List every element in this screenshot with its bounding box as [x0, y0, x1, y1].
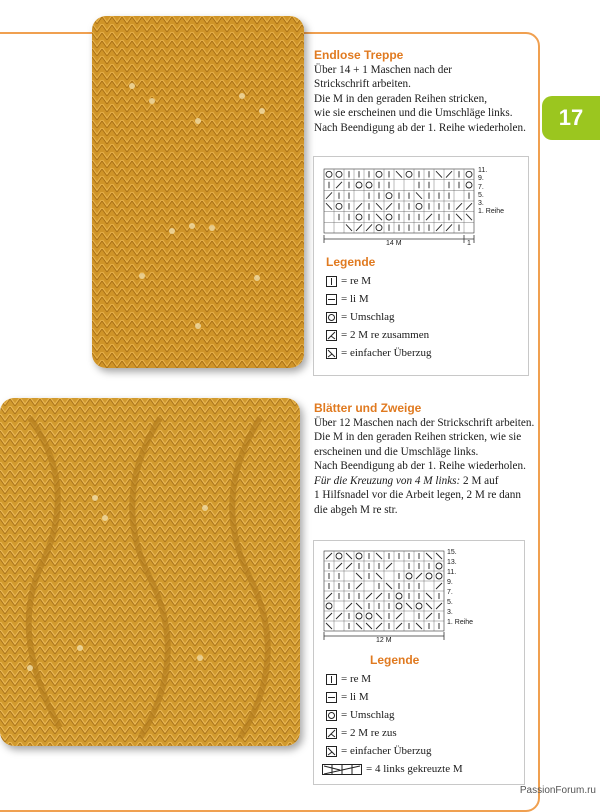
k2tog-symbol: [386, 203, 392, 209]
section1-legend: [326, 255, 432, 362]
ssk-symbol: [466, 214, 472, 220]
yarn-over-symbol: [336, 203, 342, 209]
k2tog-symbol: [356, 224, 362, 230]
chart2-row-label: 3.: [447, 609, 453, 616]
yarn-over-symbol: [396, 603, 402, 609]
yarn-over-symbol: [356, 553, 362, 559]
cable-cross-icon: [322, 764, 362, 775]
yarn-over-symbol: [366, 182, 372, 188]
section1-text: [314, 48, 534, 135]
k2tog-symbol: [386, 563, 392, 569]
chart2-row-label: 7.: [447, 589, 453, 596]
legend-item: [326, 670, 524, 688]
legend-item: [326, 272, 432, 290]
legend-item: [326, 742, 524, 760]
legend-text: = 2 M re zusammen: [341, 329, 430, 341]
chart2-row-label: 13.: [447, 559, 457, 566]
ssk-icon: [326, 348, 337, 359]
yarn-over-symbol: [386, 193, 392, 199]
k2tog-symbol: [436, 603, 442, 609]
legend-text: = 4 links gekreuzte M: [366, 763, 463, 775]
yarn-over-symbol: [376, 171, 382, 177]
yarn-over-symbol: [326, 603, 332, 609]
legend-item: [326, 290, 432, 308]
legend-text: = einfacher Überzug: [341, 745, 432, 757]
legend-text: = Umschlag: [341, 311, 395, 323]
italic-lead: Für die Kreuzung von 4 M links:: [314, 474, 461, 487]
k2tog-symbol: [336, 613, 342, 619]
ssk-symbol: [346, 224, 352, 230]
k2tog-symbol: [346, 563, 352, 569]
section2-line: Über 12 Maschen nach der Strickschrift arbeiten.: [314, 416, 535, 429]
ssk-symbol: [426, 593, 432, 599]
chart2-row-label: 9.: [447, 579, 453, 586]
ssk-symbol: [366, 623, 372, 629]
ssk-symbol: [416, 192, 422, 198]
k2tog-symbol: [336, 563, 342, 569]
k2tog-symbol: [376, 623, 382, 629]
k2tog-symbol: [426, 214, 432, 220]
section2-line: erscheinen und die Umschläge links.: [314, 445, 479, 458]
yarn-over-symbol: [376, 225, 382, 231]
swatch-photo-blaetter-und-zweige: [0, 398, 300, 746]
chart1-row-label: 3.: [478, 200, 484, 208]
section2-italic-line: [314, 474, 544, 489]
yarn-over-icon: [326, 710, 337, 721]
legend-title: Legende: [326, 255, 376, 269]
chart2-row-label: 15.: [447, 549, 457, 556]
chart1-row-label: 9.: [478, 175, 484, 183]
yarn-over-symbol: [406, 573, 412, 579]
legend-item: [326, 706, 524, 724]
k2tog-icon: [326, 330, 337, 341]
chart2-row-label: 5.: [447, 599, 453, 606]
k2tog-symbol: [346, 603, 352, 609]
ssk-symbol: [386, 583, 392, 589]
ssk-symbol: [326, 623, 332, 629]
legend-title: Legende: [370, 653, 420, 667]
k2tog-symbol: [366, 593, 372, 599]
section2-line: Die M in den geraden Reihen stricken, wie sie: [314, 431, 522, 443]
chart1-row-label: 7.: [478, 183, 484, 191]
yarn-over-symbol: [436, 563, 442, 569]
section1-line: Nach Beendigung ab der 1. Reihe wiederholen.: [314, 121, 526, 134]
knit-stitch-icon: [326, 276, 337, 287]
yarn-over-symbol: [336, 553, 342, 559]
legend-item: [326, 344, 432, 362]
k2tog-symbol: [436, 224, 442, 230]
ssk-symbol: [376, 573, 382, 579]
ssk-symbol: [436, 553, 442, 559]
ssk-symbol: [326, 203, 332, 209]
ssk-symbol: [346, 553, 352, 559]
section2-legend: [314, 653, 524, 778]
legend-item: [322, 760, 524, 778]
yarn-over-symbol: [356, 182, 362, 188]
ssk-symbol: [376, 613, 382, 619]
k2tog-symbol: [336, 182, 342, 188]
yarn-over-symbol: [386, 214, 392, 220]
purl-stitch-icon: [326, 294, 337, 305]
section2-title: Blätter und Zweige: [314, 401, 422, 415]
section1-line: wie sie erscheinen und die Umschläge links.: [314, 107, 513, 119]
k2tog-symbol: [436, 583, 442, 589]
yarn-over-symbol: [396, 593, 402, 599]
knit-texture-image: [0, 398, 300, 746]
yarn-over-symbol: [436, 573, 442, 579]
k2tog-symbol: [366, 224, 372, 230]
k2tog-symbol: [456, 203, 462, 209]
section1-line: Strickschrift arbeiten.: [314, 78, 411, 90]
chart2-width-label: 12 M: [376, 637, 392, 644]
ssk-symbol: [426, 603, 432, 609]
watermark: PassionForum.ru: [519, 785, 596, 796]
ssk-symbol: [416, 623, 422, 629]
knit-texture-image: [92, 16, 304, 368]
legend-text: = re M: [341, 673, 372, 685]
italic-rest: 2 M auf: [460, 474, 499, 487]
yarn-over-symbol: [366, 613, 372, 619]
yarn-over-symbol: [466, 171, 472, 177]
purl-stitch-icon: [326, 692, 337, 703]
section1-line: Die M in den geraden Reihen stricken,: [314, 92, 488, 105]
yarn-over-symbol: [426, 573, 432, 579]
section1-title: Endlose Treppe: [314, 48, 404, 62]
chart1-row-label: 11.: [478, 167, 488, 174]
section2-line: die abgeh M re str.: [314, 503, 398, 516]
legend-item: [326, 308, 432, 326]
chart1-row-label: 5.: [478, 191, 484, 199]
chart1-extra-label: 1: [467, 240, 471, 247]
page-number-badge: 17: [542, 96, 600, 140]
k2tog-symbol: [326, 553, 332, 559]
section2-text: [314, 401, 544, 517]
section1-line: Über 14 + 1 Maschen nach der: [314, 63, 453, 76]
k2tog-symbol: [446, 171, 452, 177]
chart2-row-label: 11.: [447, 569, 457, 576]
yarn-over-symbol: [466, 182, 472, 188]
yarn-over-symbol: [416, 603, 422, 609]
swatch-photo-endlose-treppe: [92, 16, 304, 368]
k2tog-symbol: [396, 623, 402, 629]
ssk-symbol: [356, 603, 362, 609]
legend-item: [326, 724, 524, 742]
ssk-symbol: [356, 623, 362, 629]
k2tog-symbol: [356, 583, 362, 589]
ssk-symbol: [396, 171, 402, 177]
section2-knitting-chart: [314, 541, 524, 649]
chart2-row-label: 1. Reihe: [447, 619, 474, 626]
section2-line: Nach Beendigung ab der 1. Reihe wiederholen.: [314, 460, 526, 472]
k2tog-symbol: [376, 593, 382, 599]
yarn-over-symbol: [356, 613, 362, 619]
yarn-over-symbol: [356, 214, 362, 220]
legend-text: = re M: [341, 275, 372, 287]
yarn-over-symbol: [416, 203, 422, 209]
k2tog-symbol: [326, 613, 332, 619]
ssk-symbol: [356, 573, 362, 579]
k2tog-symbol: [426, 613, 432, 619]
legend-text: = Umschlag: [341, 709, 395, 721]
chart1-row-label: 1. Reihe: [478, 208, 505, 216]
legend-item: [326, 326, 432, 344]
chart1-width-label: 14 M: [386, 240, 402, 247]
k2tog-symbol: [466, 203, 472, 209]
section2-line: 1 Hilfsnadel vor die Arbeit legen, 2 M re dann: [314, 489, 521, 501]
k2tog-symbol: [416, 573, 422, 579]
k2tog-symbol: [326, 192, 332, 198]
legend-text: = li M: [341, 691, 369, 703]
ssk-symbol: [456, 214, 462, 220]
ssk-symbol: [376, 214, 382, 220]
ssk-symbol: [376, 203, 382, 209]
k2tog-symbol: [446, 224, 452, 230]
yarn-over-symbol: [326, 171, 332, 177]
section1-chart-box: [313, 156, 529, 376]
yarn-over-icon: [326, 312, 337, 323]
k2tog-icon: [326, 728, 337, 739]
k2tog-symbol: [396, 613, 402, 619]
ssk-symbol: [436, 171, 442, 177]
section2-chart-box: [313, 540, 525, 785]
yarn-over-symbol: [406, 171, 412, 177]
ssk-icon: [326, 746, 337, 757]
knit-stitch-icon: [326, 674, 337, 685]
yarn-over-symbol: [336, 171, 342, 177]
k2tog-symbol: [326, 593, 332, 599]
ssk-symbol: [406, 603, 412, 609]
ssk-symbol: [376, 553, 382, 559]
k2tog-symbol: [356, 203, 362, 209]
legend-item: [326, 688, 524, 706]
legend-text: = 2 M re zus: [341, 727, 397, 739]
legend-text: = einfacher Überzug: [341, 347, 432, 359]
legend-text: = li M: [341, 293, 369, 305]
ssk-symbol: [426, 553, 432, 559]
